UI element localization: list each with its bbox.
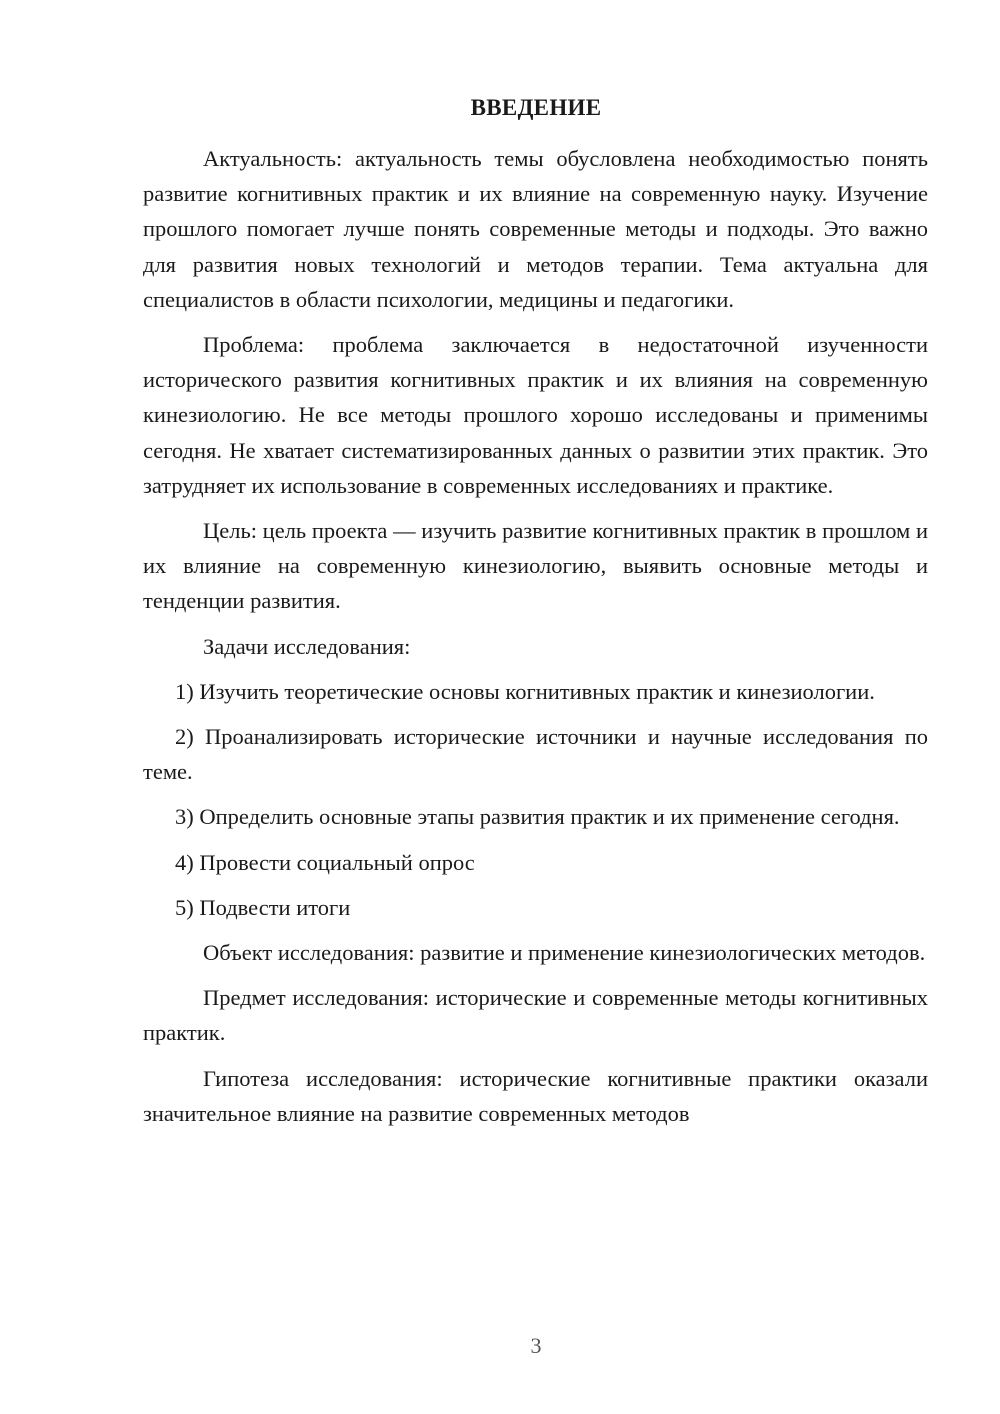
problem-paragraph: Проблема: проблема заключается в недостаточной изученности исторического развития когнитивных практик и их влияния на современную кинезиологию. Не все методы прошлого хорошо исследованы и применимы сегодня. Не хватает систематизированных данных о развитии этих практик. Это затрудняет их использование в современных исследованиях и практике. — [143, 332, 928, 498]
object-paragraph: Объект исследования: развитие и применение кинезиологических методов. — [203, 940, 926, 966]
task-item: 4) Провести социальный опрос — [175, 849, 475, 875]
document-body — [143, 141, 928, 1141]
task-item: 3) Определить основные этапы развития практик и их применение сегодня. — [175, 804, 900, 830]
tasks-heading: Задачи исследования: — [203, 633, 411, 659]
relevance-paragraph: Актуальность: актуальность темы обусловлена необходимостью понять развитие когнитивных практик и их влияние на современную науку. Изучение прошлого помогает лучше понять современные методы и подходы. Это важно для развития новых технологий и методов терапии. Тема актуальна для специалистов в области психологии, медицины и педагогики. — [143, 146, 928, 312]
task-item: 2) Проанализировать исторические источники и научные исследования по теме. — [143, 724, 928, 785]
page-number: 3 — [530, 1333, 542, 1358]
hypothesis-paragraph: Гипотеза исследования: исторические когнитивные практики оказали значительное влияние на развитие современных методов — [143, 1065, 928, 1126]
task-item: 1) Изучить теоретические основы когнитивных практик и кинезиологии. — [175, 678, 875, 704]
subject-paragraph: Предмет исследования: исторические и современные методы когнитивных практик. — [143, 985, 928, 1046]
goal-paragraph: Цель: цель проекта — изучить развитие когнитивных практик в прошлом и их влияние на современную кинезиологию, выявить основные методы и тенденции развития. — [143, 518, 928, 614]
section-title: ВВЕДЕНИЕ — [470, 95, 602, 120]
task-item: 5) Подвести итоги — [175, 894, 351, 920]
